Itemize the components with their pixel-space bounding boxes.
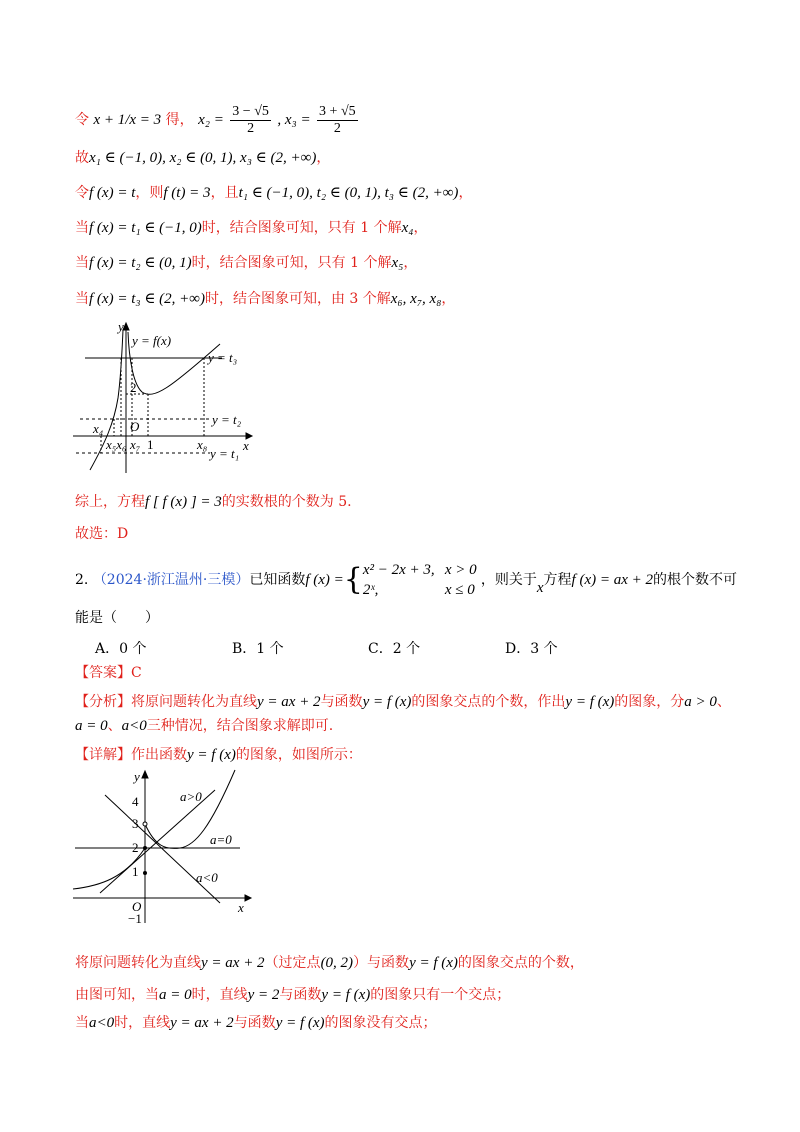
math-x4: x₄	[401, 220, 414, 236]
text-zeguanyu: ，则关于	[480, 572, 537, 588]
math-yfx6: y = f (x)	[275, 1015, 325, 1031]
x4-label: x₄	[93, 421, 104, 436]
t2-label: y = t₂	[212, 412, 242, 427]
text-final-b: （过定点	[264, 955, 321, 971]
y-label: y	[134, 769, 140, 784]
label-a-lt-0: a<0	[196, 870, 218, 885]
text-detail-a: 作出函数	[131, 747, 187, 763]
line-case-t3	[75, 289, 455, 309]
math-yfx3: y = f (x)	[187, 747, 236, 763]
line-case-t2	[75, 253, 417, 273]
question-2	[75, 560, 737, 600]
tick-2: 2	[132, 840, 139, 855]
case2-cond: x ≤ 0	[444, 582, 475, 598]
line-a-lt-0	[105, 795, 220, 903]
origin-label: O	[132, 899, 142, 914]
math-x-intervals: x₁ ∈ (−1, 0), x₂ ∈ (0, 1), x₃ ∈ (2, +∞)	[89, 150, 317, 166]
text-case-t2: 时，结合图象可知，只有 1 个解	[191, 255, 392, 271]
text-detail-label: 【详解】	[75, 747, 131, 763]
text-final-a: 将原问题转化为直线	[75, 955, 201, 971]
text-final-d: 的图象交点的个数，	[457, 955, 584, 971]
text-analysis-e: 、	[716, 694, 731, 710]
y-axis-arrow	[142, 771, 148, 778]
text-comma5: ，	[441, 291, 456, 307]
math-x-sub: x	[536, 580, 544, 596]
text-final3-c: 与函数	[233, 1015, 276, 1031]
math-alt0: a<0	[89, 1015, 115, 1031]
text-summary-a: 综上，方程	[75, 494, 145, 510]
answer-label	[75, 663, 142, 683]
text-gen: 的根个数不可	[653, 572, 738, 588]
math-case-t3: f (x) = t₃ ∈ (2, +∞)	[89, 291, 205, 307]
math-y2: y = 2	[247, 987, 280, 1003]
text-final3-b: 时，直线	[114, 1015, 171, 1031]
detail-line	[75, 745, 362, 765]
x3-denominator: 2	[333, 120, 341, 136]
text-ling: 令	[75, 112, 89, 128]
option-a[interactable]: A．0 个	[95, 641, 147, 657]
curve-label: y = f(x)	[132, 333, 172, 348]
text-summary-b: 的实数根的个数为 5.	[221, 494, 352, 510]
math-eq: f (x) = ax + 2	[571, 572, 654, 588]
one-label: 1	[147, 437, 154, 452]
text-final2-a: 由图可知，当	[75, 987, 159, 1003]
line-set-t	[75, 183, 472, 203]
text-detail-b: 的图象，如图所示：	[235, 747, 362, 763]
math-x3-label: , x₃ =	[277, 112, 311, 128]
two-label: 2	[130, 380, 137, 395]
text-dang1: 当	[75, 220, 89, 236]
line-intervals-x	[75, 148, 330, 168]
x5x6-label: x₅x₆	[106, 437, 127, 452]
text-final2-b: 时，直线	[191, 987, 248, 1003]
text-analysis-a: 将原问题转化为直线	[131, 694, 257, 710]
text-choice-d: 故选：D	[75, 526, 129, 542]
tick-4: 4	[132, 794, 139, 809]
math-a-lt-0: a<0	[121, 718, 147, 734]
point-0-2	[143, 846, 147, 850]
option-c[interactable]: C．2 个	[368, 641, 421, 657]
text-analysis-b: 与函数	[320, 694, 363, 710]
x-label: x	[238, 900, 244, 915]
math-yfx4: y = f (x)	[409, 955, 458, 971]
brace-left: {	[343, 562, 363, 597]
question-2-cont	[75, 608, 159, 628]
text-case-t3: 时，结合图象可知，由 3 个解	[204, 291, 391, 307]
math-line: y = ax + 2	[257, 694, 321, 710]
analysis-line-1	[75, 690, 731, 714]
tick-3: 3	[132, 816, 139, 831]
text-analysis-end: 三种情况，结合图象求解即可.	[146, 718, 334, 734]
text-final2-c: 与函数	[279, 987, 322, 1003]
graph-composite-function	[70, 318, 260, 476]
text-analysis-d: 的图象，分	[614, 694, 685, 710]
case2-expr: 2ˣ,	[362, 582, 379, 598]
fraction-x2	[230, 104, 271, 137]
text-ling2: 令	[75, 185, 89, 201]
line-summary	[75, 489, 352, 515]
text-final-c: ）与函数	[353, 955, 410, 971]
math-x678: x₆, x₇, x₈	[390, 291, 442, 307]
text-yizhi: 已知函数	[249, 572, 306, 588]
text-comma: ，	[316, 150, 331, 166]
math-a-eq-0: a = 0	[75, 718, 108, 734]
text-dun: 、	[107, 718, 122, 734]
math-case-t2: f (x) = t₂ ∈ (0, 1)	[89, 255, 192, 271]
text-final3-d: 的图象没有交点；	[324, 1015, 437, 1031]
line-choice	[75, 524, 128, 544]
label-a-gt-0: a>0	[180, 789, 202, 804]
math-yfx2: y = f (x)	[565, 694, 615, 710]
text-gu: 故	[75, 150, 89, 166]
line-case-t1	[75, 218, 427, 238]
math-x5: x₅	[391, 255, 404, 271]
math-a0: a = 0	[159, 987, 192, 1003]
text-comma4: ，	[403, 255, 418, 271]
point-0-1	[143, 871, 147, 875]
x2-denominator: 2	[247, 120, 255, 136]
y-label: y	[118, 319, 124, 334]
open-point	[143, 822, 147, 826]
option-d[interactable]: D．3 个	[505, 641, 558, 657]
text-comma3: ，	[413, 220, 428, 236]
analysis-line-2	[75, 716, 333, 736]
math-x-plus-recip: x + 1/x = 3	[93, 112, 162, 128]
t1-label: y = t₁	[210, 446, 240, 461]
x8-label: x₈	[197, 437, 208, 452]
text-ze: ，则	[135, 185, 164, 201]
math-point: (0, 2)	[320, 955, 354, 971]
final-line-2	[75, 985, 510, 1005]
math-a-gt-0: a > 0	[684, 694, 717, 710]
t3-label: y = t₃	[208, 350, 238, 365]
text-nengshi: 能是（ ）	[75, 610, 159, 626]
piecewise	[363, 560, 481, 600]
text-answer-c: 【答案】C	[75, 665, 142, 681]
graph-line-intersections	[70, 768, 260, 928]
text-analysis-c: 的图象交点的个数，作出	[411, 694, 566, 710]
option-b[interactable]: B．1 个	[232, 641, 284, 657]
text-analysis-label: 【分析】	[75, 694, 131, 710]
x7-label: x₇	[130, 437, 141, 452]
tick-1: 1	[132, 864, 139, 879]
question-number: 2.	[75, 572, 89, 588]
math-fx-eq-t: f (x) = t	[89, 185, 136, 201]
question-source: （2024·浙江温州·三模）	[92, 572, 250, 588]
text-de: 得，	[165, 112, 194, 128]
tick-neg1: −1	[128, 911, 142, 926]
text-final2-d: 的图象只有一个交点；	[370, 987, 511, 1003]
fraction-x3	[317, 104, 358, 137]
math-yfx1: y = f (x)	[362, 694, 412, 710]
text-qie: ，且	[210, 185, 239, 201]
case1-expr: x² − 2x + 3,	[362, 562, 435, 578]
math-case-t1: f (x) = t₁ ∈ (−1, 0)	[89, 220, 202, 236]
origin-label: O	[130, 419, 140, 434]
text-dang3: 当	[75, 291, 89, 307]
final-line-3	[75, 1013, 437, 1033]
line-solve-x	[75, 100, 360, 140]
text-comma2: ，	[458, 185, 473, 201]
math-ft-eq-3: f (t) = 3	[163, 185, 211, 201]
y-axis-arrow	[123, 323, 129, 330]
math-line3: y = ax + 2	[170, 1015, 234, 1031]
math-fx: f (x) =	[305, 572, 344, 588]
text-final3-a: 当	[75, 1015, 89, 1031]
x2-numerator: 3 − √5	[232, 103, 269, 119]
math-x2-label: x₂ =	[198, 112, 224, 128]
x-label: x	[243, 438, 249, 453]
math-ffx-eq-3: f [ f (x) ] = 3	[145, 494, 222, 510]
x3-numerator: 3 + √5	[319, 103, 356, 119]
x-axis-arrow	[245, 895, 251, 901]
final-line-1	[75, 950, 584, 976]
math-line2: y = ax + 2	[201, 955, 265, 971]
text-case-t1: 时，结合图象可知，只有 1 个解	[201, 220, 402, 236]
math-yfx5: y = f (x)	[321, 987, 371, 1003]
label-a-eq-0: a=0	[210, 832, 232, 847]
text-dang2: 当	[75, 255, 89, 271]
math-t-intervals: t₁ ∈ (−1, 0), t₂ ∈ (0, 1), t₃ ∈ (2, +∞)	[238, 185, 459, 201]
case1-cond: x > 0	[444, 562, 477, 578]
text-fangcheng: 方程	[543, 572, 572, 588]
